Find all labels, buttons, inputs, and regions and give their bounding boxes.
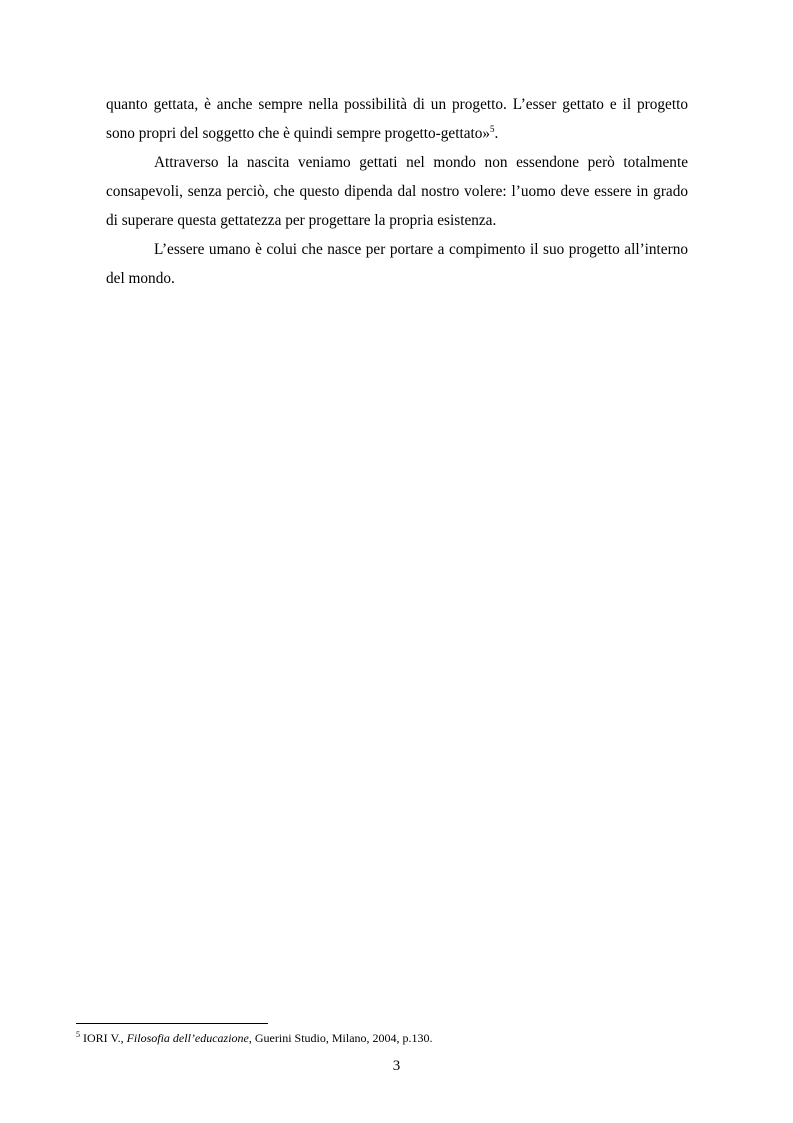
footnote-title: Filosofia dell’educazione	[126, 1031, 249, 1045]
body-text	[106, 90, 688, 293]
footnote	[76, 1030, 716, 1046]
footnote-author: IORI V.,	[83, 1031, 127, 1045]
paragraph-text: quanto gettata, è anche sempre nella possibilità di un progetto. L’esser gettato e il progetto sono propri del soggetto che è quindi sempre progetto-gettato»	[106, 96, 688, 142]
footnote-separator	[76, 1023, 268, 1024]
paragraph	[106, 235, 688, 293]
page-number: 3	[392, 1058, 401, 1074]
paragraph-end-punctuation: .	[494, 125, 499, 142]
paragraph-text: Attraverso la nascita veniamo gettati nel mondo non essendone però totalmente consapevoli, senza perciò, che questo dipenda dal nostro volere: l’uomo deve essere in grado di superare questa gettatezza per progettare la propria esistenza.	[106, 154, 688, 229]
footnote-reference[interactable]: 5	[490, 123, 495, 134]
paragraph-continuation	[106, 90, 688, 148]
footnote-citation: , Guerini Studio, Milano, 2004, p.130.	[248, 1031, 433, 1045]
paragraph	[106, 148, 688, 235]
footnote-number: 5	[76, 1030, 80, 1039]
paragraph-text: L’essere umano è colui che nasce per portare a compimento il suo progetto all’interno del mondo.	[106, 241, 688, 287]
